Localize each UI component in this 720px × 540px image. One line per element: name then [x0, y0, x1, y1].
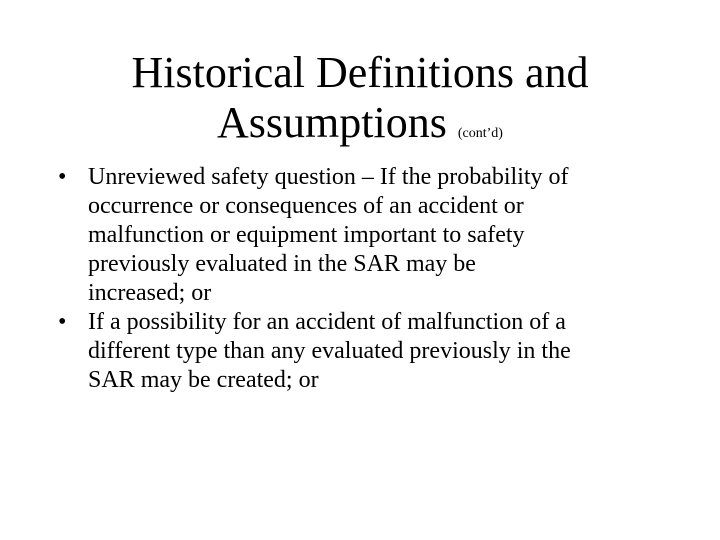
bullet-list [58, 163, 678, 395]
title-line-1: Historical Definitions and [131, 48, 589, 97]
bullet-1-line-3: malfunction or equipment important to safety [88, 222, 525, 248]
bullet-dot: • [58, 164, 67, 190]
slide-title [60, 48, 660, 148]
bullet-1-line-4: previously evaluated in the SAR may be [88, 251, 476, 277]
bullet-item [58, 163, 678, 308]
bullet-1-line-1: Unreviewed safety question – If the probability of [88, 164, 569, 190]
bullet-1-line-2: occurrence or consequences of an accident or [88, 193, 524, 219]
bullet-1-line-5: increased; or [88, 280, 212, 306]
title-line-2: Assumptions [217, 98, 447, 147]
bullet-2-line-2: different type than any evaluated previously in the [88, 338, 571, 364]
title-suffix: (cont’d) [457, 126, 503, 141]
bullet-dot: • [58, 309, 67, 335]
bullet-2-line-1: If a possibility for an accident of malfunction of a [88, 309, 566, 335]
bullet-2-line-3: SAR may be created; or [88, 367, 319, 393]
bullet-item [58, 308, 678, 395]
